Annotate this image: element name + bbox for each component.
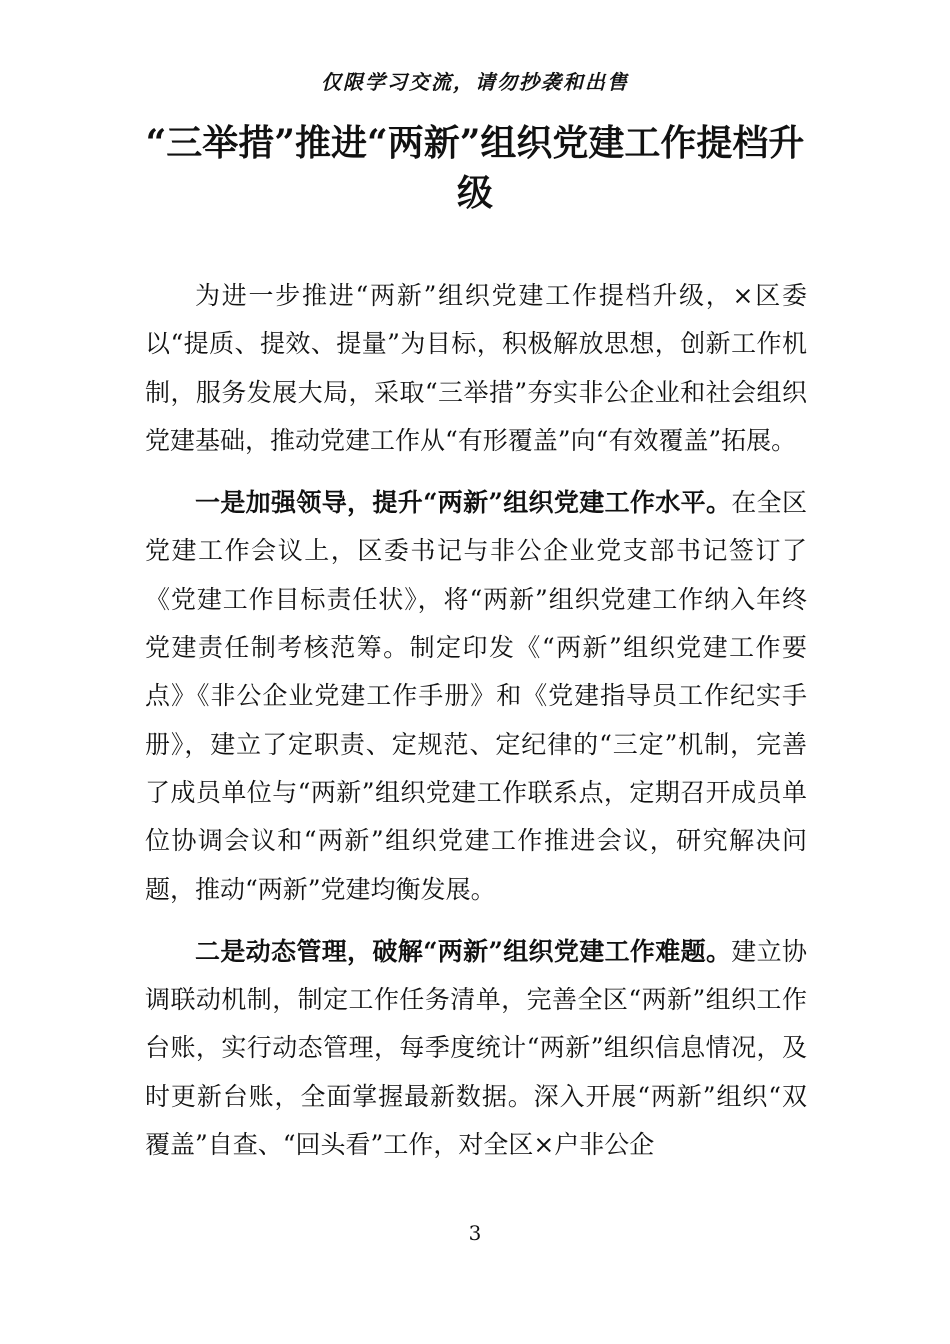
- document-body: [145, 272, 807, 1183]
- paragraph-point-one-heading: 一是加强领导，提升“两新”组织党建工作水平。: [195, 488, 732, 518]
- paragraph-point-one: [145, 479, 807, 914]
- paragraph-point-two-heading: 二是动态管理，破解“两新”组织党建工作难题。: [195, 936, 732, 966]
- paragraph-intro-text: 为进一步推进“两新”组织党建工作提档升级，×区委以“提质、提效、提量”为目标，积极解放思想，创新工作机制，服务发展大局，采取“三举措”夯实非公企业和社会组织党建基础，推动党建工作从“有形覆盖”向“有效覆盖”拓展。: [145, 281, 807, 455]
- header-note: 仅限学习交流，请勿抄袭和出售: [321, 70, 629, 94]
- paragraph-point-one-text: 在全区党建工作会议上，区委书记与非公企业党支部书记签订了《党建工作目标责任状》，将“两新”组织党建工作纳入年终党建责任制考核范筹。制定印发《“两新”组织党建工作要点》《非公企业党建工作手册》和《党建指导员工作纪实手册》，建立了定职责、定规范、定纪律的“三定”机制，完善了成员单位与“两新”组织党建工作联系点，定期召开成员单位协调会议和“两新”组织党建工作推进会议，研究解决问题，推动“两新”党建均衡发展。: [145, 488, 807, 904]
- document-title: “三举措”推进“两新”组织党建工作提档升级: [145, 122, 805, 214]
- paragraph-point-two: [145, 928, 807, 1169]
- paragraph-intro: [145, 272, 807, 465]
- paragraph-point-two-text: 建立协调联动机制，制定工作任务清单，完善全区“两新”组织工作台账，实行动态管理，每季度统计“两新”组织信息情况，及时更新台账，全面掌握最新数据。深入开展“两新”组织“双覆盖”自查、“回头看”工作，对全区×户非公企: [145, 936, 807, 1160]
- page-number: 3: [468, 1221, 482, 1245]
